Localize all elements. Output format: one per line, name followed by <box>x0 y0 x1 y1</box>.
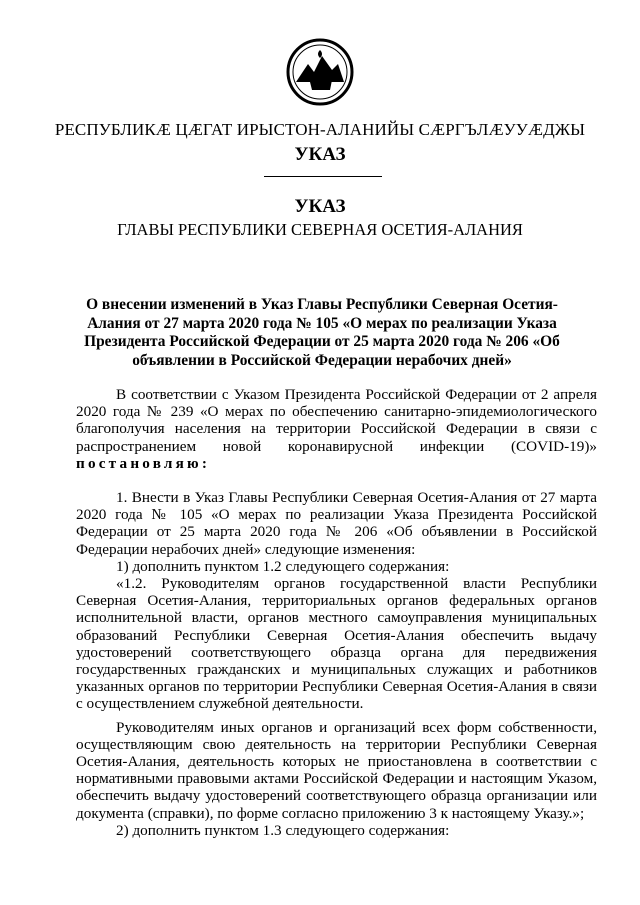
decree-word: постановляю: <box>76 454 211 472</box>
body-paragraph: 2) дополнить пунктом 1.3 следующего содержания: <box>116 821 450 839</box>
body-paragraph: Руководителям иных органов и организаций всех форм собственности, осуществляющим свою деятельность на территории Республики Северная Осетия-Алания, деятельность которых не приостановлена в соответствии с нормативными правовыми актами Российской Федерации и настоящим Указом, обеспечить выдачу удостоверений соответствующего образца организации или документа (справки), по форме согласно приложению 3 к настоящему Указу.»; <box>76 718 597 822</box>
document-title: О внесении изменений в Указ Главы Республики Северная Осетия-Алания от 27 марта 2020 года № 105 «О мерах по реализации Указа Президента Российской Федерации от 25 марта 2020 года № 206 «Об объявлении в Российской Федерации нерабочих дней» <box>84 296 560 369</box>
republic-name-ossetian: РЕСПУБЛИКӔ ЦӔГАТ ИРЫСТОН-АЛАНИЙЫ СӔРГЪЛӔУУӔДЖЫ <box>54 120 586 139</box>
body-paragraph: 1. Внести в Указ Главы Республики Северная Осетия-Алания от 27 марта 2020 года № 105 «О мерах по реализации Указа Президента Российской Федерации от 25 марта 2020 года № 206 «Об объявлении в Российской Федерации нерабочих дней» следующие изменения: <box>76 489 597 558</box>
decree-heading-russian: УКАЗ <box>294 196 346 217</box>
decree-heading-ossetian: УКАЗ <box>294 144 346 165</box>
document-body <box>76 386 597 839</box>
body-paragraph: «1.2. Руководителям органов государственной власти Республики Северная Осетия-Алания, территориальных органов федеральных органов исполнительной власти, органов местного самоуправления муниципальных образований Республики Северная Осетия-Алания обеспечить выдачу удостоверений соответствующего образца органа для передвижения государственных гражданских и муниципальных служащих и работников указанных органов по территории Республики Северная Осетия-Алания в связи с осуществлением служебной деятельности. <box>76 575 597 713</box>
body-paragraph: 1) дополнить пунктом 1.2 следующего содержания: <box>116 557 450 575</box>
preamble-paragraph <box>76 386 597 472</box>
header-divider <box>264 176 382 177</box>
coat-of-arms-emblem <box>286 38 354 106</box>
head-of-republic-title: ГЛАВЫ РЕСПУБЛИКИ СЕВЕРНАЯ ОСЕТИЯ-АЛАНИЯ <box>117 220 523 239</box>
preamble-text: В соответствии с Указом Президента Российской Федерации от 2 апреля 2020 года № 239 «О мерах по обеспечению санитарно-эпидемиологического благополучия населения на территории Российской Федерации в связи с распространением новой коронавирусной инфекции (COVID-19)» <box>76 386 597 455</box>
